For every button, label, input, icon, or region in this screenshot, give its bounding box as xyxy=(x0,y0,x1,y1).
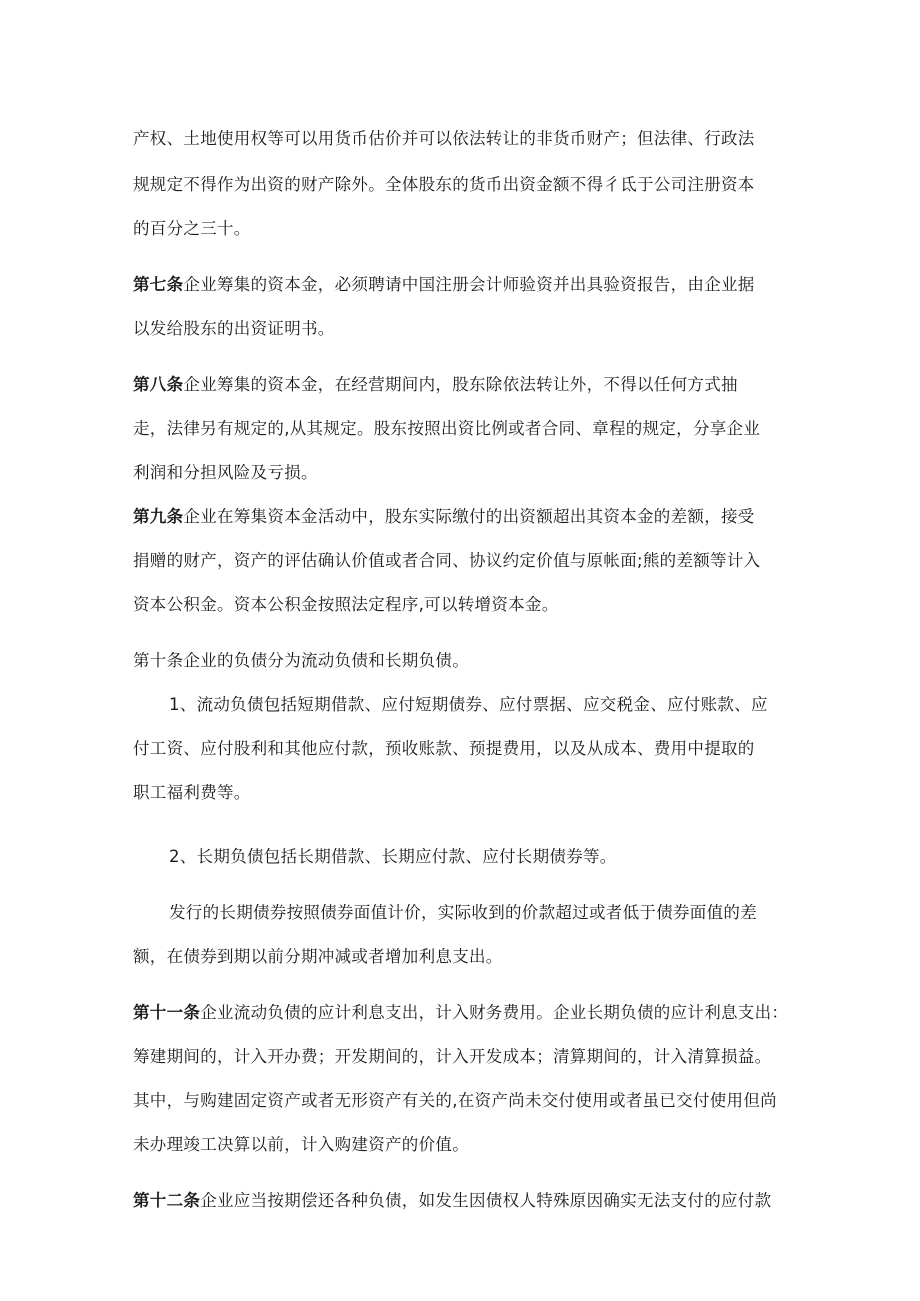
article-10-line: 第十条企业的负债分为流动负债和长期负债。 xyxy=(133,651,469,670)
article-12-line xyxy=(133,1190,771,1212)
article-text: 企业筹集的资本金，必须聘请中国注册会计师验资并出具验资报告，由企业据 xyxy=(183,275,755,294)
list-item-2-line: 2、长期负债包括长期借款、长期应付款、应付长期债券等。 xyxy=(169,847,617,866)
article-heading: 第七条 xyxy=(133,275,184,294)
paragraph-line: 付工资、应付股利和其他应付款，预收账款、预提费用，以及从成本、费用中提取的 xyxy=(133,739,755,758)
paragraph-line: 未办理竣工决算以前，计入购建资产的价值。 xyxy=(133,1135,469,1154)
paragraph-line: 资本公积金。资本公积金按照法定程序,可以转增资本金。 xyxy=(133,595,559,614)
article-heading: 第八条 xyxy=(133,375,184,394)
paragraph-line: 捐赠的财产，资产的评估确认价值或者合同、协议约定价值与原帐面;熊的差额等计入 xyxy=(133,551,761,570)
article-11-line xyxy=(133,1002,788,1024)
list-item-1-line: 1、流动负债包括短期借款、应付短期债券、应付票据、应交税金、应付账款、应 xyxy=(169,695,768,714)
article-heading: 第九条 xyxy=(133,507,184,526)
article-9-line xyxy=(133,506,755,528)
article-heading: 第十二条 xyxy=(133,1191,201,1210)
paragraph-line: 筹建期间的，计入开办费；开发期间的，计入开发成本；清算期间的，计入清算损益。 xyxy=(133,1047,772,1066)
paragraph-line: 以发给股东的出资证明书。 xyxy=(133,319,335,338)
paragraph-line: 职工福利费等。 xyxy=(133,783,251,802)
paragraph-line: 规规定不得作为出资的财产除外。全体股东的货币出资金额不得彳氐于公司注册资本 xyxy=(133,175,755,194)
article-text: 企业流动负债的应计利息支出，计入财务费用。企业长期负债的应计利息支出： xyxy=(200,1003,789,1022)
paragraph-line: 的百分之三十。 xyxy=(133,219,251,238)
article-7-line xyxy=(133,274,755,296)
paragraph-line: 产权、土地使用权等可以用货币估价并可以依法转让的非货币财产；但法律、行政法 xyxy=(133,129,755,148)
article-text: 企业在筹集资本金活动中，股东实际缴付的出资额超出其资本金的差额，接受 xyxy=(183,507,755,526)
bond-paragraph-line: 发行的长期债券按照债券面值计价，实际收到的价款超过或者低于债券面值的差 xyxy=(169,903,757,922)
paragraph-line: 利润和分担风险及亏损。 xyxy=(133,463,318,482)
paragraph-line: 走，法律另有规定的,从其规定。股东按照出资比例或者合同、章程的规定，分享企业 xyxy=(133,419,761,438)
article-text: 企业筹集的资本金，在经营期间内，股东除依法转让外，不得以任何方式抽 xyxy=(183,375,738,394)
article-8-line xyxy=(133,374,738,396)
article-text: 企业应当按期偿还各种负债，如发生因债权人特殊原因确实无法支付的应付款 xyxy=(200,1191,772,1210)
article-heading: 第十一条 xyxy=(133,1003,201,1022)
paragraph-line: 其中，与购建固定资产或者无形资产有关的,在资产尚未交付使用或者虽已交付使用但尚 xyxy=(133,1091,777,1110)
paragraph-line: 额，在债券到期以前分期冲减或者增加利息支出。 xyxy=(133,947,503,966)
